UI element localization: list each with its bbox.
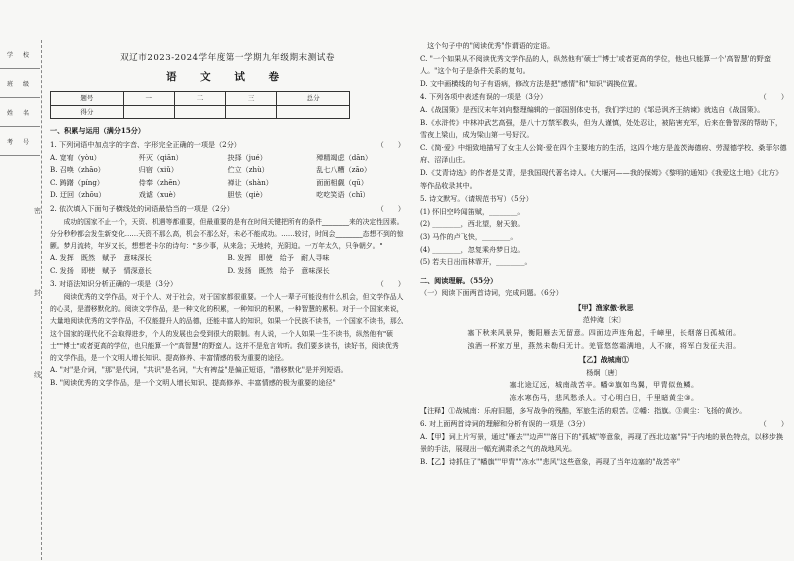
seal-line-marks bbox=[34, 200, 44, 386]
option-item: B. 发挥 即使 给予 耐人寻味 bbox=[227, 253, 330, 263]
score-cell[interactable] bbox=[123, 105, 174, 119]
option-item: C. "一个如果从不阅读优秀文学作品的人，纵然他有'硕士''博士'或者更高的学位，他也只能算一个'高智慧'的野蛮人。"这个句子是条件关系的复句。 bbox=[420, 53, 771, 76]
binding-class-label: 班 级 bbox=[0, 69, 40, 98]
option-item: 殚精竭虑（dān） bbox=[316, 152, 373, 162]
section-heading: 一、积累与运用（满分15分） bbox=[50, 126, 145, 136]
option-item: C. 踌躇（píng） bbox=[50, 177, 104, 187]
subsection-heading: （一）阅读下面两首诗词，完成问题。（6分） bbox=[420, 288, 563, 298]
option-row bbox=[50, 252, 405, 265]
option-item: D. 发扬 既然 给予 意味深长 bbox=[227, 265, 330, 275]
fill-blank-line[interactable]: (3) 马作的卢飞快，________。 bbox=[420, 231, 518, 241]
section-heading: 二、阅读理解。（55分） bbox=[420, 275, 498, 285]
question-4 bbox=[420, 91, 788, 104]
option-item: A.《战国策》是西汉末年刘向整理编辑的一部国别体史书，我们学过的《邹忌讽齐王纳谏》就选自《战国策》。 bbox=[420, 104, 765, 114]
option-item: D. 迂回（zhōu） bbox=[50, 190, 106, 200]
option-item: B. 召唤（zhāo） bbox=[50, 165, 105, 175]
question-stem: 6. 对上面两首诗词的理解和分析有误的一项是（3分） bbox=[420, 419, 590, 429]
score-row-label: 得分 bbox=[51, 105, 124, 119]
option-item: C. 发扬 即使 赋予 情深意长 bbox=[50, 265, 152, 275]
poem-a-title: 【甲】渔家傲·秋思 bbox=[574, 302, 634, 312]
option-item: A. 发挥 既然 赋予 意味深长 bbox=[50, 253, 152, 263]
option-item: 禅让（shàn） bbox=[227, 177, 273, 187]
answer-paren: （ ） bbox=[759, 92, 788, 102]
question-stem: 3. 对语法知识分析正确的一项是（3分） bbox=[50, 279, 178, 289]
option-row bbox=[50, 164, 405, 177]
fill-blank-line[interactable]: (1) 怀旧空吟闻笛赋，________。 bbox=[420, 206, 525, 216]
right-column bbox=[420, 40, 788, 469]
option-item: 乱七八糟（zāo） bbox=[316, 165, 372, 175]
seal-divider bbox=[41, 40, 42, 560]
option-item: B. "阅读优秀的文学作品，是一个文明人增长知识、提高修养、丰富情感的极为重要的途径" bbox=[50, 377, 336, 387]
poem-notes: 【注释】①战城南：乐府旧题，多写战争的残酷，军旅生活的艰苦。②幡：指旗。③黄尘：飞扬的黄沙。 bbox=[420, 405, 747, 415]
poem-a-line: 浊酒一杯家万里，燕然未勒归无计。羌管悠悠霜满地，人不寐，将军白发征夫泪。 bbox=[467, 340, 741, 350]
poem-b-line: 塞北途辽远，城南战苦辛。幡②旗如鸟翼，甲胄似鱼鳞。 bbox=[509, 380, 699, 390]
question-6 bbox=[420, 418, 788, 431]
question-2 bbox=[50, 203, 405, 216]
option-item: 吃吃笑语（chī） bbox=[316, 190, 370, 200]
seal-mark: 密 bbox=[34, 207, 41, 215]
exam-title: 双辽市2023-2024学年度第一学期九年级期末测试卷 bbox=[120, 53, 335, 63]
seal-mark: 线 bbox=[34, 371, 41, 379]
option-item: B.【乙】诗抓住了"幡旗""甲胄""冻水""悲风"这些意象，再现了当年边塞的"战苦辛" bbox=[420, 457, 681, 466]
score-header-cell: 题号 bbox=[51, 92, 124, 106]
option-item: 面面相觑（qū） bbox=[316, 177, 368, 187]
option-row bbox=[50, 189, 405, 202]
answer-paren: （ ） bbox=[759, 419, 788, 429]
answer-paren: （ ） bbox=[376, 139, 405, 149]
option-item: 胆怯（qiè） bbox=[227, 190, 267, 200]
option-item: 歼灭（qiān） bbox=[138, 152, 183, 162]
option-row bbox=[50, 152, 405, 165]
option-item: A.【甲】词上片写景，通过"雁去""边声""落日下的"孤城"等意象，再现了西北边塞"异"于内地的景色特点，以移步换景的手法，展现出一幅充满肃杀之气的战地风光。 bbox=[420, 431, 784, 454]
fill-blank-line[interactable]: (5) 若夫日出而林霏开，________。 bbox=[420, 257, 532, 267]
question-stem: 1. 下列词语中加点字的字音、字形完全正确的一项是（2分） bbox=[50, 139, 241, 149]
score-cell[interactable] bbox=[277, 105, 350, 119]
score-cell[interactable] bbox=[226, 105, 277, 119]
question-1 bbox=[50, 139, 405, 152]
binding-id-label: 考 号 bbox=[0, 127, 40, 156]
question-5: 5. 诗文默写。（请规范书写）（5分） bbox=[420, 194, 533, 204]
option-item: C.《简·爱》中细致地描写了女主人公简·爱在四个主要地方的生活，这四个地方是盖茨海德府、劳渥德学校、桑菲尔德府、沼泽山庄。 bbox=[420, 142, 787, 165]
option-row bbox=[50, 177, 405, 190]
binding-school-label: 学 校 bbox=[0, 40, 40, 69]
poem-b-line: 冻水寒伤马，悲风愁杀人。寸心明白日，千里暗黄尘③。 bbox=[509, 393, 699, 403]
left-column bbox=[50, 40, 405, 389]
option-item: D.《艾青诗选》的作者是艾青，是我国现代著名诗人。《大堰河——我的保姆》《黎明的通知》《我爱这土地》《北方》等作品收录其中。 bbox=[420, 167, 783, 190]
seal-mark: 封 bbox=[34, 289, 41, 297]
fill-blank-line[interactable]: (2) ________，西北望，射天狼。 bbox=[420, 219, 525, 229]
binding-strip bbox=[0, 40, 41, 379]
poem-a-line: 塞下秋来风景异，衡阳雁去无留意。四面边声连角起，千嶂里，长烟落日孤城闭。 bbox=[467, 328, 741, 338]
question-stem: 2. 依次填入下面句子横线处的词语最恰当的一项是（2分） bbox=[50, 203, 234, 213]
answer-paren: （ ） bbox=[376, 203, 405, 213]
option-item: 抉择（jué） bbox=[227, 152, 267, 162]
question-passage: 阅读优秀的文学作品，对于个人、对于社会，对于国家都很重要。一个人一辈子可能没有什么机会，但文学作品人的心灵，是潜移默化的。阅读文学作品，是一种文化的积累，一种知识的积累，一种智慧的累积。对于一个国家来说，大量地阅读优秀的文学作品，不仅能提升人的品德，还能丰富人的知识，如果一个民族不读书，一个国家不读书，那么这个国家的现代化不会取得进步，个人的发展也会受到很大的限制。有人说，一个人如果一生不读书，纵然他有"硕士""博士"或者更高的学位，也只能算一个"高智慧"的野蛮人。这并不是危言耸听。我们要多读书，读好书，阅读优秀的文学作品，是一个文明人增长知识、提高修养、丰富情感的极为重要的途径。 bbox=[50, 292, 404, 362]
subject-title: 语 文 试 卷 bbox=[166, 70, 289, 83]
question-3 bbox=[50, 278, 405, 291]
poem-b-title: 【乙】战城南① bbox=[579, 355, 629, 365]
answer-paren: （ ） bbox=[376, 279, 405, 289]
score-header-cell: 二 bbox=[174, 92, 225, 106]
option-item: 戏谑（xuè） bbox=[138, 190, 180, 200]
poem-a-author: 范仲淹〔宋〕 bbox=[582, 315, 626, 325]
option-item: 伫立（zhù） bbox=[227, 165, 269, 175]
question-stem: 4. 下列各项中表述有误的一项是（3分） bbox=[420, 92, 548, 102]
option-item: B.《水浒传》中林冲武艺高强，是八十万禁军教头，但为人谨慎，处处忍让，被陷害充军，后来在鲁智深的帮助下，雪夜上梁山，成为梁山第一号好汉。 bbox=[420, 117, 783, 140]
option-item: A. "对"是介词，"那"是代词，"共识"是名词，"大有裨益"是偏正短语，"潜移默化"是并列短语。 bbox=[50, 365, 348, 375]
score-header-cell: 三 bbox=[226, 92, 277, 106]
score-table bbox=[50, 91, 350, 119]
poem-b-author: 杨炯〔唐〕 bbox=[586, 367, 622, 377]
option-item: 归宿（xiǔ） bbox=[138, 165, 178, 175]
score-cell[interactable] bbox=[174, 105, 225, 119]
option-row bbox=[50, 265, 405, 278]
binding-name-label: 姓 名 bbox=[0, 98, 40, 127]
option-item: 侍奉（zhēn） bbox=[138, 177, 185, 187]
option-continuation: 这个句子中的"阅读优秀"作谓语的定语。 bbox=[427, 41, 555, 50]
score-header-cell: 一 bbox=[123, 92, 174, 106]
fill-blank-line[interactable]: (4) ________，忽复乘舟梦日边。 bbox=[420, 244, 525, 254]
option-item: A. 宽宥（yòu） bbox=[50, 152, 101, 162]
question-passage: 成功的国家不止一个，天资、机遇等都重要，但最重要的是有在时间关键把所有的条件________来的决定性因素。分分秒秒都会发生新变化……天资不那么高，机会不那么好，未必不能成功。……较讨，时间会________态想不到的惊颤。梦月流转，年岁又长，想想老卡尔的诗句："多少事，从来急；天地转，光阴迫。一万年太久，只争朝夕。" bbox=[50, 217, 404, 250]
option-item: D. 文中画横线的句子有语病，修改方法是把"感情"和"知识"调换位置。 bbox=[420, 78, 642, 88]
score-header-cell: 总分 bbox=[277, 92, 350, 106]
